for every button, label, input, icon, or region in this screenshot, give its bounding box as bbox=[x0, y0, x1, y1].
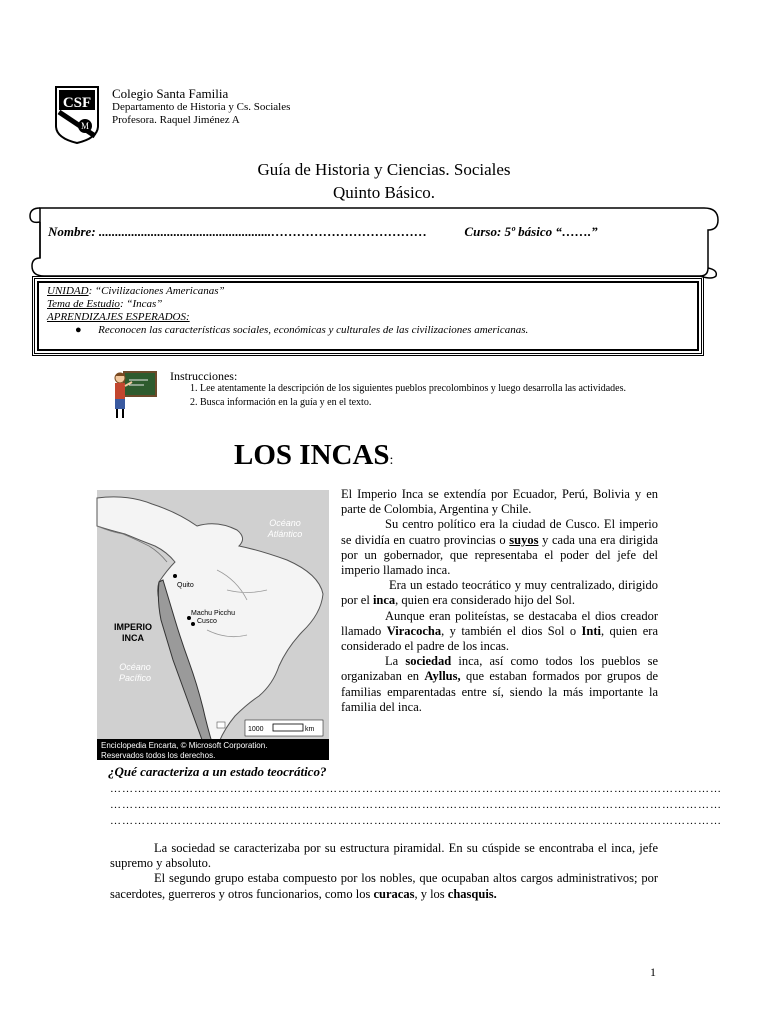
social-structure-text bbox=[110, 841, 658, 902]
svg-text:CSF: CSF bbox=[62, 95, 92, 111]
student-info-row bbox=[48, 224, 598, 240]
structure-paragraph-1: La sociedad se caracterizaba por su estructura piramidal. En su cúspide se encontraba el inca, jefe supremo y absoluto. bbox=[110, 841, 658, 871]
cusco-label: Cusco bbox=[197, 618, 217, 625]
term-ayllus: Ayllus, bbox=[424, 669, 461, 684]
svg-text:M: M bbox=[80, 121, 90, 131]
inca-empire-map bbox=[97, 490, 329, 760]
term-chasquis: chasquis. bbox=[447, 886, 497, 901]
ocean-pacific-label: Océano Pacífico bbox=[118, 662, 152, 683]
instructions-list bbox=[170, 383, 660, 409]
unit-label: UNIDAD bbox=[47, 285, 89, 297]
page-number: 1 bbox=[650, 965, 656, 979]
title-line-1: Guía de Historia y Ciencias. Sociales bbox=[257, 160, 511, 179]
title-line-2: Quinto Básico. bbox=[333, 183, 435, 202]
paragraph-1: El Imperio Inca se extendía por Ecuador, Perú, Bolivia y en parte de Colombia, Argentina y Chile. bbox=[341, 487, 658, 517]
paragraph-5: La sociedad inca, así como todos los pueblos se organizaban en Ayllus, que estaban formados por grupos de familias emparentadas entre sí, siendo la más importante la familia del inca. bbox=[341, 654, 658, 714]
paragraph-3: Era un estado teocrático y muy centralizado, dirigido por el inca, quien era considerado hijo del Sol. bbox=[341, 578, 658, 608]
instructions bbox=[170, 369, 660, 411]
answer-line[interactable]: ……………………………………………………………………………………………………………………………………… bbox=[110, 815, 722, 827]
map-credit-2: Reservados todos los derechos. bbox=[101, 751, 216, 760]
expected-learning-heading: APRENDIZAJES ESPERADOS: bbox=[47, 311, 190, 323]
quito-label: Quito bbox=[177, 582, 194, 589]
instruction-item: 1. Lee atentamente la descripción de los siguientes pueblos precolombinos y luego desarrolla las actividades. bbox=[200, 383, 660, 395]
section-title: LOS INCAS: bbox=[234, 439, 394, 471]
department-name: Departamento de Historia y Cs. Sociales bbox=[112, 101, 291, 113]
term-viracocha: Viracocha bbox=[386, 623, 442, 638]
topic-label: Tema de Estudio bbox=[47, 298, 120, 310]
ocean-atlantic-label: Océano Atlántico bbox=[267, 518, 303, 539]
machu-picchu-label: Machu Picchu bbox=[191, 610, 235, 617]
name-field[interactable]: Nombre: .....................................................……………………………… bbox=[48, 224, 428, 239]
structure-paragraph-2: El segundo grupo estaba compuesto por los nobles, que ocupaban altos cargos administrativos; por sacerdotes, guerreros y otros funcionarios, como los curacas, y los chasquis. bbox=[110, 871, 658, 901]
scale-unit-label: km bbox=[305, 726, 315, 733]
learning-bullet: ● Reconocen las características sociales, económicas y culturales de las civilizaciones americanas. bbox=[75, 324, 529, 336]
term-inca: inca bbox=[372, 593, 396, 608]
course-field[interactable]: Curso: 5º básico “…….” bbox=[464, 224, 598, 239]
incas-description bbox=[341, 487, 658, 715]
document-title bbox=[0, 158, 768, 204]
term-suyos: suyos bbox=[509, 532, 539, 547]
empire-label: IMPERIO INCA bbox=[113, 622, 153, 643]
paragraph-2: Su centro político era la ciudad de Cusco. El imperio se dividía en cuatro provincias o suyos y cada una era dirigida por un gobernador, que representaba el poder del jefe del imperio llamado inca. bbox=[341, 517, 658, 578]
term-curacas: curacas bbox=[373, 886, 415, 901]
school-logo bbox=[55, 86, 99, 144]
school-header bbox=[112, 86, 290, 127]
topic-line bbox=[47, 298, 528, 311]
instructions-heading: Instrucciones: bbox=[170, 369, 238, 383]
term-sociedad: sociedad bbox=[405, 654, 452, 669]
topic-value: : “Incas” bbox=[119, 298, 163, 310]
answer-line[interactable]: ……………………………………………………………………………………………………………………………………… bbox=[110, 783, 722, 795]
question-theocratic-state: ¿Qué caracteriza a un estado teocrático? bbox=[108, 764, 327, 779]
unit-value: : “Civilizaciones Americanas” bbox=[88, 285, 225, 297]
instruction-item: 2. Busca información en la guía y en el texto. bbox=[200, 397, 660, 409]
unit-line bbox=[47, 285, 528, 298]
teacher-name: Profesora. Raquel Jiménez A bbox=[112, 114, 240, 126]
teacher-at-board-icon bbox=[110, 368, 158, 420]
map-credit-1: Enciclopedia Encarta, © Microsoft Corporation. bbox=[101, 741, 268, 750]
name-scroll-banner bbox=[28, 200, 720, 280]
school-name: Colegio Santa Familia bbox=[112, 86, 229, 101]
answer-line[interactable]: ……………………………………………………………………………………………………………………………………… bbox=[110, 799, 722, 811]
scale-label: 1000 bbox=[248, 726, 264, 733]
unit-info bbox=[47, 285, 528, 337]
term-inti: Inti bbox=[581, 623, 601, 638]
paragraph-4: Aunque eran politeístas, se destacaba el dios creador llamado Viracocha, y también el dios Sol o Inti, quien era considerado el padre de los incas. bbox=[341, 608, 658, 654]
